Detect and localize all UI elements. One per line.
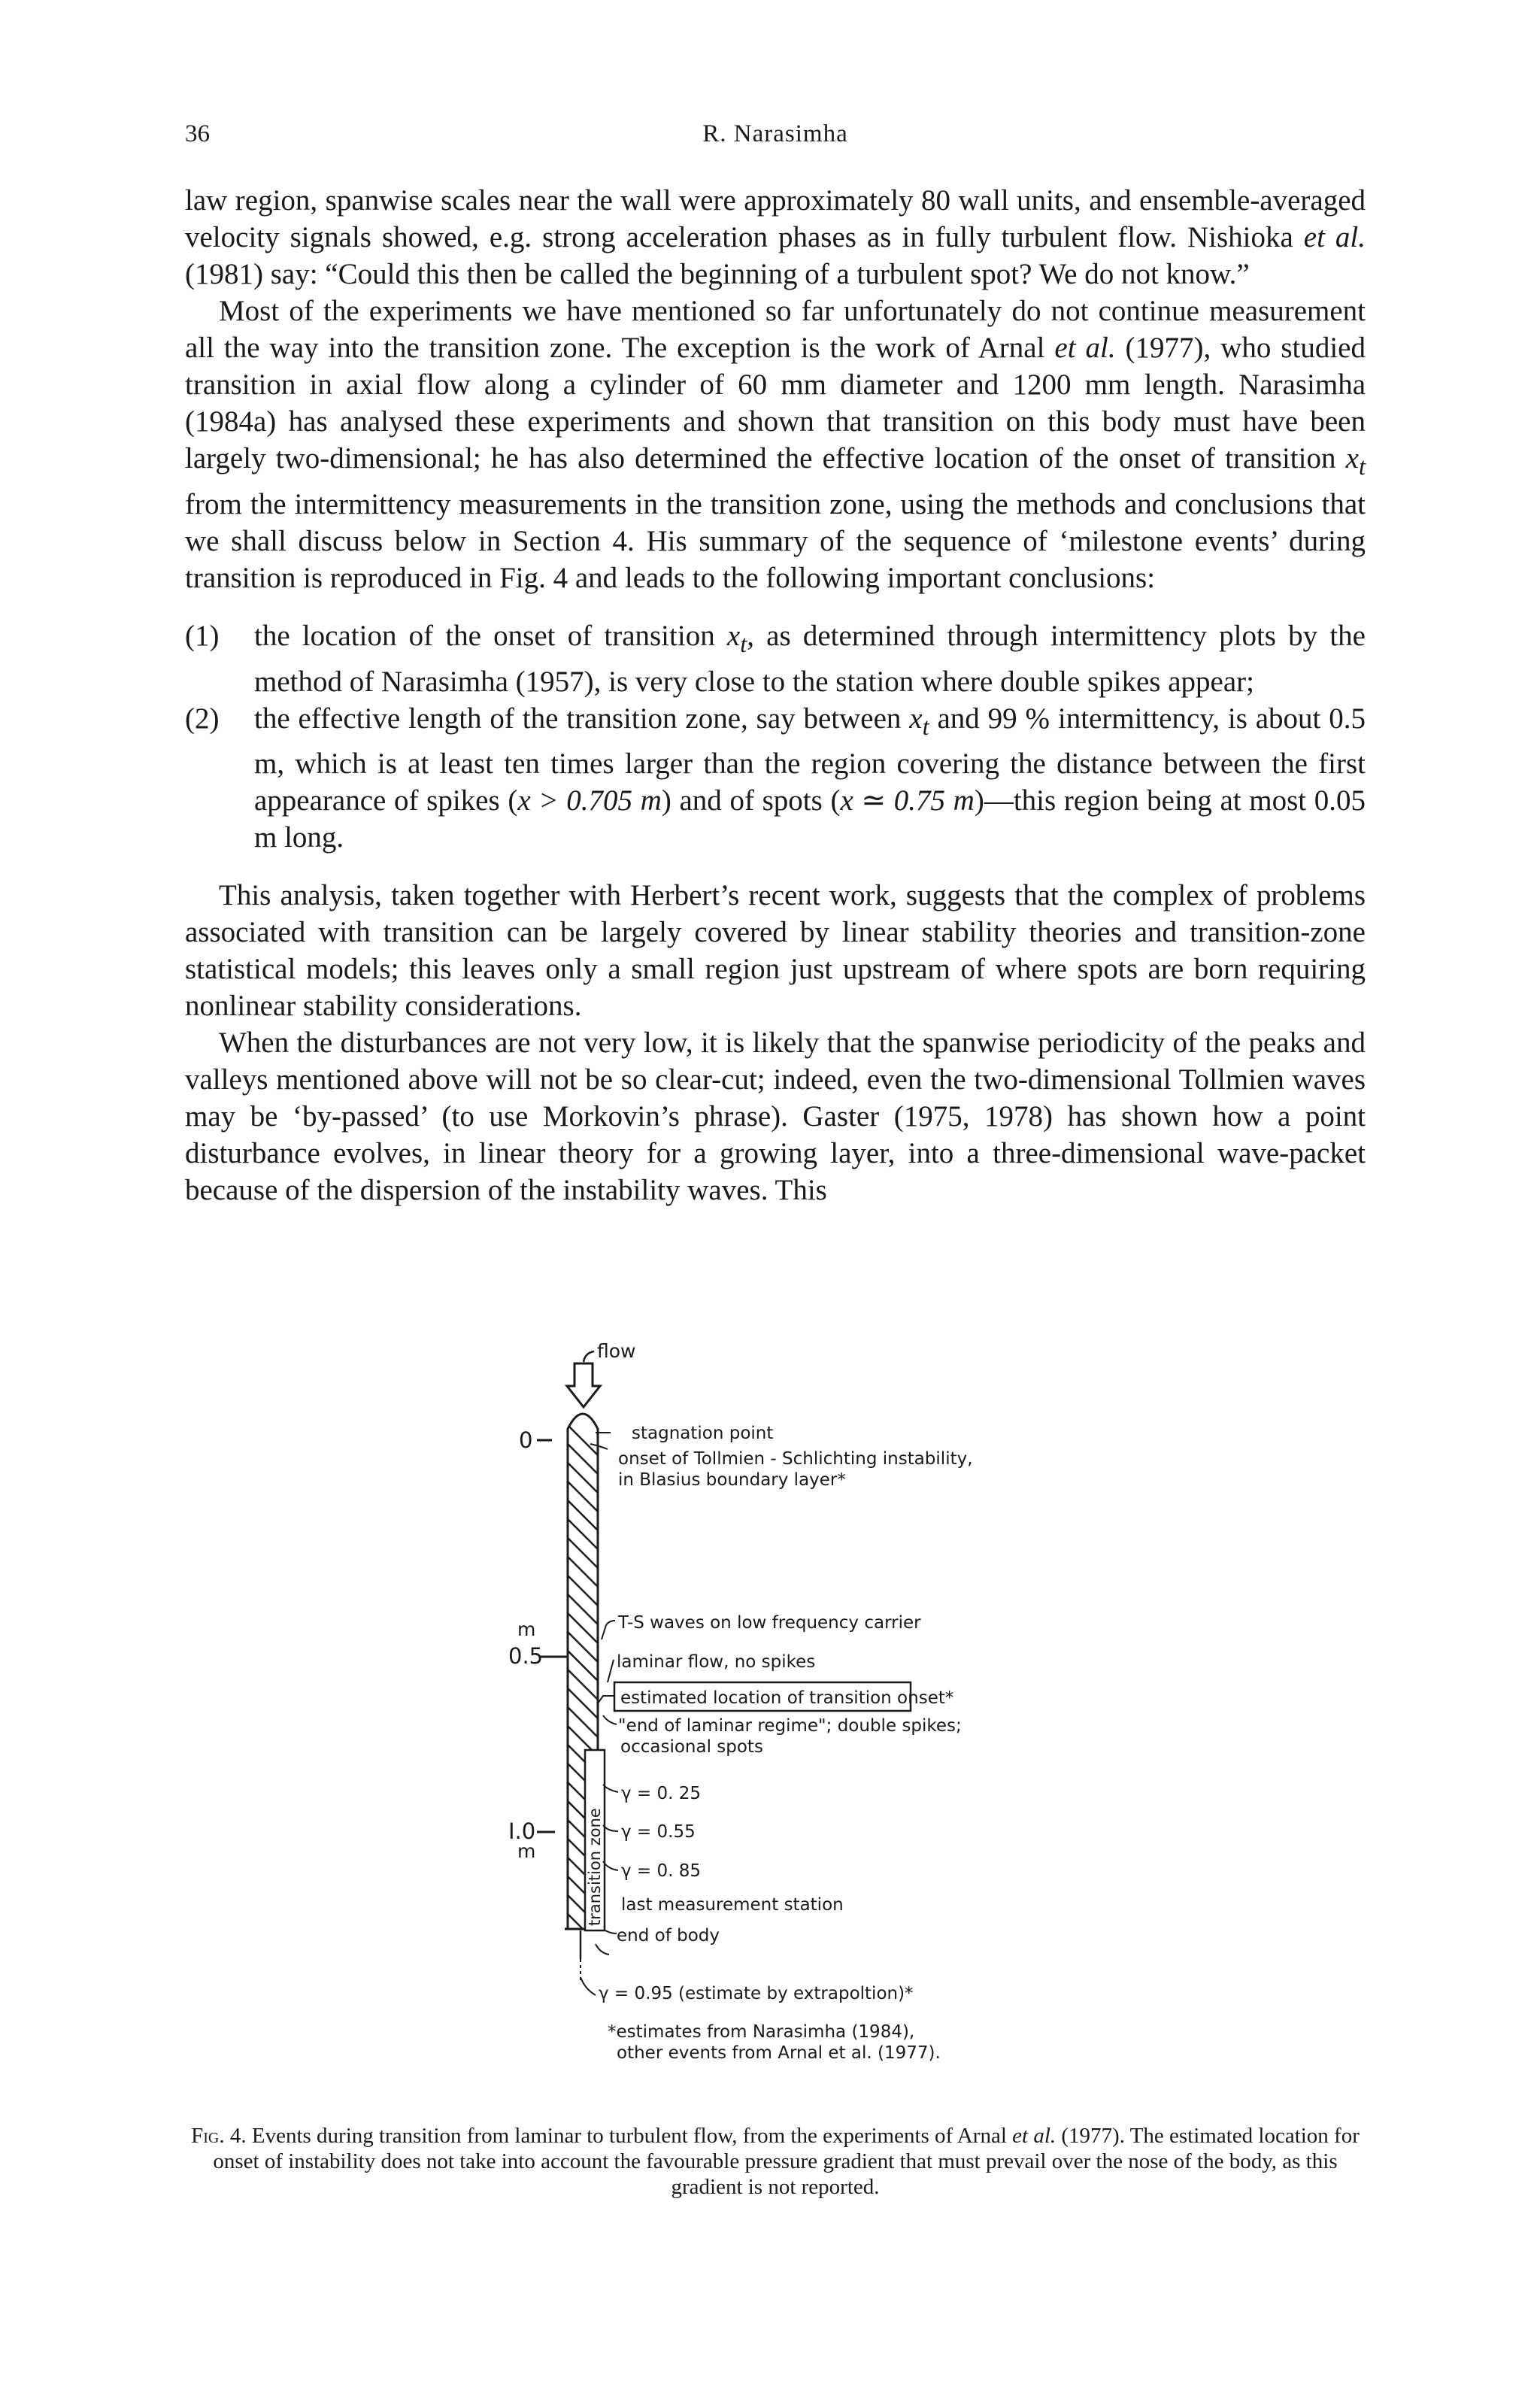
running-head-author: R. Narasimha (702, 120, 848, 147)
list-item: (1) the location of the onset of transition $x_t$, as determined through intermittency plots by the method of Narasimha (1957), is very close to the station where double spikes appear; (185, 619, 1366, 698)
event-gamma-055: γ = 0.55 (621, 1822, 696, 1842)
event-estimated-onset: estimated location of transition onset* (620, 1688, 954, 1708)
event-end-of-body: end of body (617, 1926, 720, 1946)
figure-note-estimates: *estimates from Narasimha (1984), (608, 2022, 915, 2042)
event-ts-onset: onset of Tollmien - Schlichting instability, (618, 1449, 973, 1469)
event-gamma-095: γ = 0.95 (estimate by extrapoltion)* (599, 1984, 914, 2003)
event-end-laminar: "end of laminar regime"; double spikes; (618, 1716, 962, 1736)
caption-label: Fig. 4. (191, 2124, 247, 2148)
event-last-station: last measurement station (621, 1895, 844, 1915)
figure-4 (406, 1335, 1196, 2140)
axis-unit-top: m (517, 1618, 536, 1640)
event-gamma-085: γ = 0. 85 (621, 1861, 702, 1881)
flow-label: flow (597, 1340, 636, 1362)
figure-caption: Fig. 4. Events during transition from laminar to turbulent flow, from the experiments of Arnal et al. (1977). The estimated location for onset of instability does not take into account the favourable pressure gradient that must prevail over the nose of the body, as this gradient is not reported. (191, 2124, 1360, 2199)
events-list (599, 1424, 973, 2063)
page-number: 36 (185, 120, 210, 147)
event-ts-waves: T-S waves on low frequency carrier (618, 1613, 921, 1633)
body-text (185, 182, 1366, 1209)
transition-events-diagram (406, 1335, 1196, 2140)
transition-zone-label: transition zone (586, 1808, 604, 1926)
axis-unit-bottom: m (517, 1840, 536, 1862)
paragraph-4: When the disturbances are not very low, it is likely that the spanwise periodicity of the peaks and valleys mentioned above will not be so clear-cut; indeed, even the two-dimensional Tollmien waves may be ‘by-passed’ (to use Morkovin’s phrase). Gaster (1975, 1978) has shown how a point disturbance evolves, in linear theory for a growing layer, into a three-dimensional wave-packet because of the dispersion of the instability waves. This (185, 1027, 1366, 1207)
event-occasional-spots: occasional spots (620, 1737, 763, 1757)
conclusions-list (185, 617, 1366, 857)
page-header (185, 120, 1366, 158)
paragraph-3: This analysis, taken together with Herbert’s recent work, suggests that the complex of problems associated with transition can be largely covered by linear stability theories and transition-zone statistical models; this leaves only a small region just upstream of where spots are born requiring nonlinear stability considerations. (185, 879, 1366, 1023)
flow-arrow-icon (567, 1363, 600, 1407)
figure-note-other-events: other events from Arnal et al. (1977). (617, 2043, 941, 2063)
list-item: (2) the effective length of the transition zone, say between $x_t$ and 99 % intermittency, is about 0.5 m, which is at least ten times larger than the region covering the distance between the first appearance of spikes (x > 0.705 m) and of spots (x ≃ 0.75 m)—this region being at most 0.05 m long. (185, 702, 1366, 854)
axis-half-label: 0.5 (508, 1643, 544, 1669)
event-ts-onset-note: in Blasius boundary layer* (618, 1470, 846, 1490)
paragraph-1: law region, spanwise scales near the wall were approximately 80 wall units, and ensemble-averaged velocity signals showed, e.g. strong acceleration phases as in fully turbulent flow. Nishioka et al. (1981) say: “Could this then be called the beginning of a turbulent spot? We do not know.” (185, 184, 1366, 290)
paragraph-2: Most of the experiments we have mentioned so far unfortunately do not continue measurement all the way into the transition zone. The exception is the work of Arnal et al. (1977), who studied transition in axial flow along a cylinder of 60 mm diameter and 1200 mm length. Narasimha (1984a) has analysed these experiments and shown that transition on this body must have been largely two-dimensional; he has also determined the effective location of the onset of transition $x_t$ from the intermittency measurements in the transition zone, using the methods and conclusions that we shall discuss below in Section 4. His summary of the sequence of ‘milestone events’ during transition is reproduced in Fig. 4 and leads to the following important conclusions: (185, 295, 1366, 594)
event-laminar-flow: laminar flow, no spikes (617, 1652, 816, 1672)
event-stagnation-point: stagnation point (632, 1424, 774, 1443)
axis-zero-label: 0 (519, 1427, 533, 1453)
event-gamma-025: γ = 0. 25 (621, 1784, 702, 1803)
axis-one-label: I.0 (508, 1818, 536, 1844)
